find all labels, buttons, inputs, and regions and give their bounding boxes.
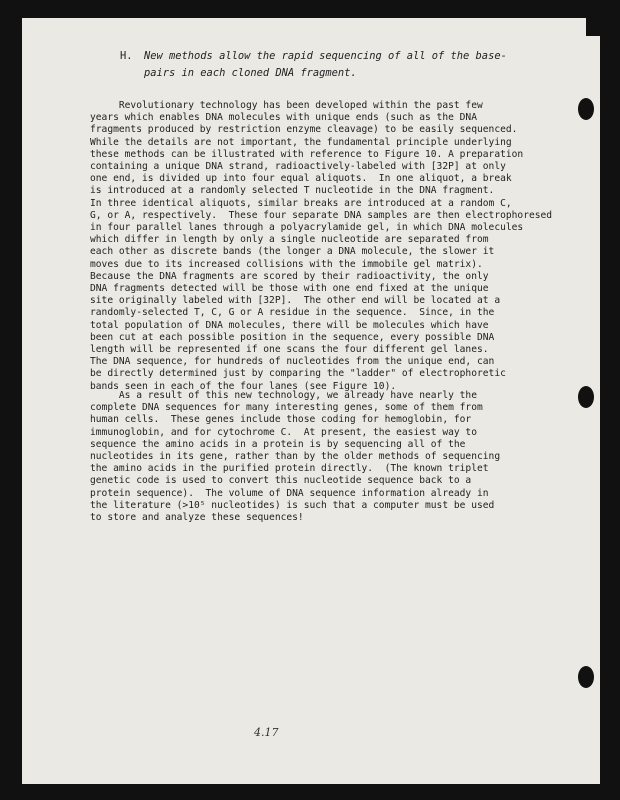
section-letter: H.	[120, 50, 133, 62]
text-line: bands seen in each of the four lanes (see Figure 10).	[90, 380, 397, 392]
text-line: genetic code is used to convert this nucleotide sequence back to a	[90, 475, 472, 487]
text-line: be directly determined just by comparing the "ladder" of electrophoretic	[90, 368, 506, 380]
text-line: immunoglobin, and for cytochrome C. At present, the easiest way to	[90, 426, 477, 438]
text-line: one end, is divided up into four equal aliquots. In one aliquot, a break	[90, 173, 512, 185]
page-corner	[586, 18, 600, 36]
text-line: The DNA sequence, for hundreds of nucleotides from the unique end, can	[90, 356, 495, 368]
text-line: containing a unique DNA strand, radioactively-labeled with [32P] at only	[90, 161, 506, 173]
text-line: moves due to its increased collisions with the immobile gel matrix).	[90, 258, 483, 270]
text-line: sequence the amino acids in a protein is by sequencing all of the	[90, 438, 466, 450]
text-line: is introduced at a randomly selected T nucleotide in the DNA fragment.	[90, 185, 495, 197]
text-line: As a result of this new technology, we already have nearly the	[90, 390, 477, 401]
text-line: the literature (>10⁵ nucleotides) is such that a computer must be used	[90, 499, 495, 511]
text-line: complete DNA sequences for many interesting genes, some of them from	[90, 402, 483, 414]
page-number: 4.17	[254, 726, 279, 739]
text-line: total population of DNA molecules, there will be molecules which have	[90, 319, 489, 331]
paragraph-technology	[90, 100, 560, 393]
text-line: to store and analyze these sequences!	[90, 512, 304, 524]
text-line: the amino acids in the purified protein directly. (The known triplet	[90, 463, 489, 475]
punch-hole-middle	[578, 386, 594, 408]
punch-hole-top	[578, 98, 594, 120]
text-line: G, or A, respectively. These four separate DNA samples are then electrophoresed	[90, 209, 553, 221]
text-line: human cells. These genes include those coding for hemoglobin, for	[90, 414, 472, 426]
text-line: randomly-selected T, C, G or A residue in the sequence. Since, in the	[90, 307, 495, 319]
text-line: these methods can be illustrated with reference to Figure 10. A preparation	[90, 148, 524, 160]
text-line: protein sequence). The volume of DNA sequence information already in	[90, 487, 489, 499]
text-line: DNA fragments detected will be those with one end fixed at the unique	[90, 283, 489, 295]
text-line: In three identical aliquots, similar breaks are introduced at a random C,	[90, 197, 512, 209]
text-line: nucleotides in its gene, rather than by the older methods of sequencing	[90, 451, 501, 463]
paragraph-results	[90, 390, 560, 524]
text-line: While the details are not important, the fundamental principle underlying	[90, 136, 512, 148]
text-line: Revolutionary technology has been developed within the past few	[90, 100, 483, 111]
text-line: in four parallel lanes through a polyacrylamide gel, in which DNA molecules	[90, 222, 524, 234]
punch-hole-bottom	[578, 666, 594, 688]
text-line: which differ in length by only a single nucleotide are separated from	[90, 234, 489, 246]
text-line: been cut at each possible position in the sequence, every possible DNA	[90, 331, 495, 343]
section-heading-line: pairs in each cloned DNA fragment.	[144, 67, 357, 79]
section-heading-line: New methods allow the rapid sequencing of all of the base-	[144, 50, 507, 62]
text-line: Because the DNA fragments are scored by their radioactivity, the only	[90, 270, 489, 282]
text-line: years which enables DNA molecules with unique ends (such as the DNA	[90, 112, 477, 124]
document-page	[22, 18, 600, 784]
text-line: each other as discrete bands (the longer a DNA molecule, the slower it	[90, 246, 495, 258]
text-line: length will be represented if one scans the four different gel lanes.	[90, 344, 489, 356]
text-line: fragments produced by restriction enzyme cleavage) to be easily sequenced.	[90, 124, 518, 136]
text-line: site originally labeled with [32P]. The other end will be located at a	[90, 295, 501, 307]
section-heading	[120, 48, 550, 82]
